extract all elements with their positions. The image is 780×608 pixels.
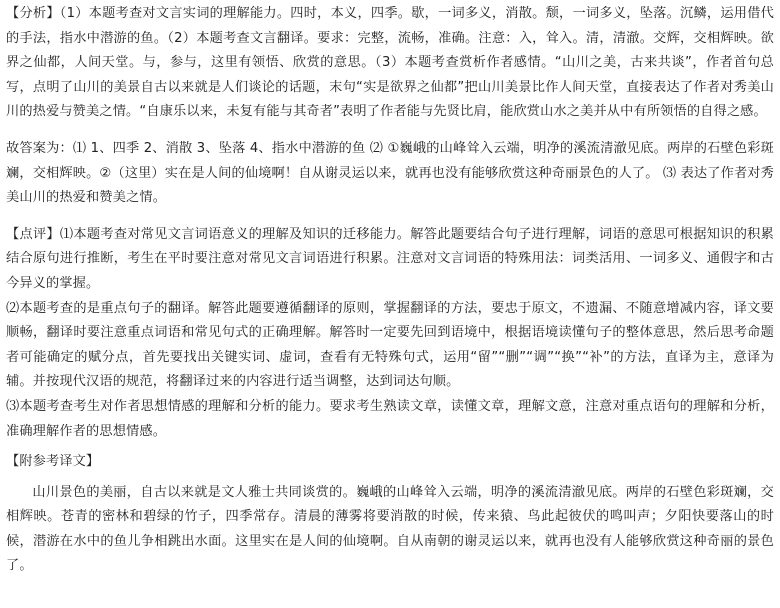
answer-paragraph: 故答案为：⑴ 1、四季 2、消散 3、坠落 4、指水中潜游的鱼 ⑵ ①巍峨的山峰耸入云端，明净的溪流清澈见底。两岸的石壁色彩斑斓，交相辉映。②（这里）实在是人间的仙境啊！自从谢灵运以来，就再也没有能够欣赏这种奇丽景色的人了。 ⑶ 表达了作者对秀美山川的热爱和赞美之情。 [6, 140, 774, 206]
comment-paragraph-1: 【点评】⑴本题考查对常见文言词语意义的理解及知识的迁移能力。解答此题要结合句子进行理解，词语的意思可根据知识的积累结合原句进行推断，考生在平时要注意对常见文言词语进行积累。注意对文言词语的特殊用法：词类活用、一词多义、通假字和古今异义的掌握。 [6, 226, 774, 291]
reference-heading: 【附参考译文】 [6, 454, 100, 470]
spacer [6, 125, 774, 137]
comment-paragraph-3: ⑶本题考查考生对作者思想情感的理解和分析的能力。要求考生熟读文章，读懂文章，理解文意，注意对重点语句的理解和分析，准确理解作者的思想情感。 [6, 398, 774, 439]
spacer [6, 211, 774, 223]
reference-translation: 山川景色的美丽，自古以来就是文人雅士共同谈赏的。巍峨的山峰耸入云端，明净的溪流清澈见底。两岸的石壁色彩斑斓，交相辉映。苍青的密林和碧绿的竹子，四季常存。清晨的薄雾将要消散的时候，传来猿、鸟此起彼伏的鸣叫声；夕阳快要落山的时候，潜游在水中的鱼儿争相跳出水面。这里实在是人间的仙境啊。自从南朝的谢灵运以来，就再也没有人能够欣赏这种奇丽的景色了。 [6, 484, 774, 574]
comment-paragraph-2: ⑵本题考查的是重点句子的翻译。解答此题要遵循翻译的原则，掌握翻译的方法，要忠于原文，不遗漏、不随意增减内容，译文要顺畅，翻译时要注意重点词语和常见句式的正确理解。解答时一定要先回到语境中，根据语境读懂句子的整体意思，然后思考命题者可能确定的赋分点，首先要找出关键实词、虚词，查看有无特殊句式，运用“留”“删”“调”“换”“补”的方法，直译为主，意译为辅。并按现代汉语的规范，将翻译过来的内容进行适当调整，达到词达句顺。 [6, 300, 774, 390]
analysis-paragraph: 【分析】（1）本题考查对文言实词的理解能力。四时，本义，四季。歇，一词多义，消散。颓，一词多义，坠落。沉鳞，运用借代的手法，指水中潜游的鱼。（2）本题考查文言翻译。要求：完整，流畅，准确。注意：入，耸入。清，清澈。交辉，交相辉映。欲界之仙都，人间天堂。与，参与，这里有领悟、欣赏的意思。（3）本题考查赏析作者感情。“山川之美，古来共谈”，作者首句总写，点明了山川的美景自古以来就是人们谈论的话题，末句“实是欲界之仙都”把山川美景比作人间天堂，直接表达了作者对秀美山川的热爱与赞美之情。“自康乐以来，未复有能与其奇者”表明了作者能与先贤比肩，能欣赏山水之美并从中有所领悟的自得之感。 [6, 6, 774, 120]
